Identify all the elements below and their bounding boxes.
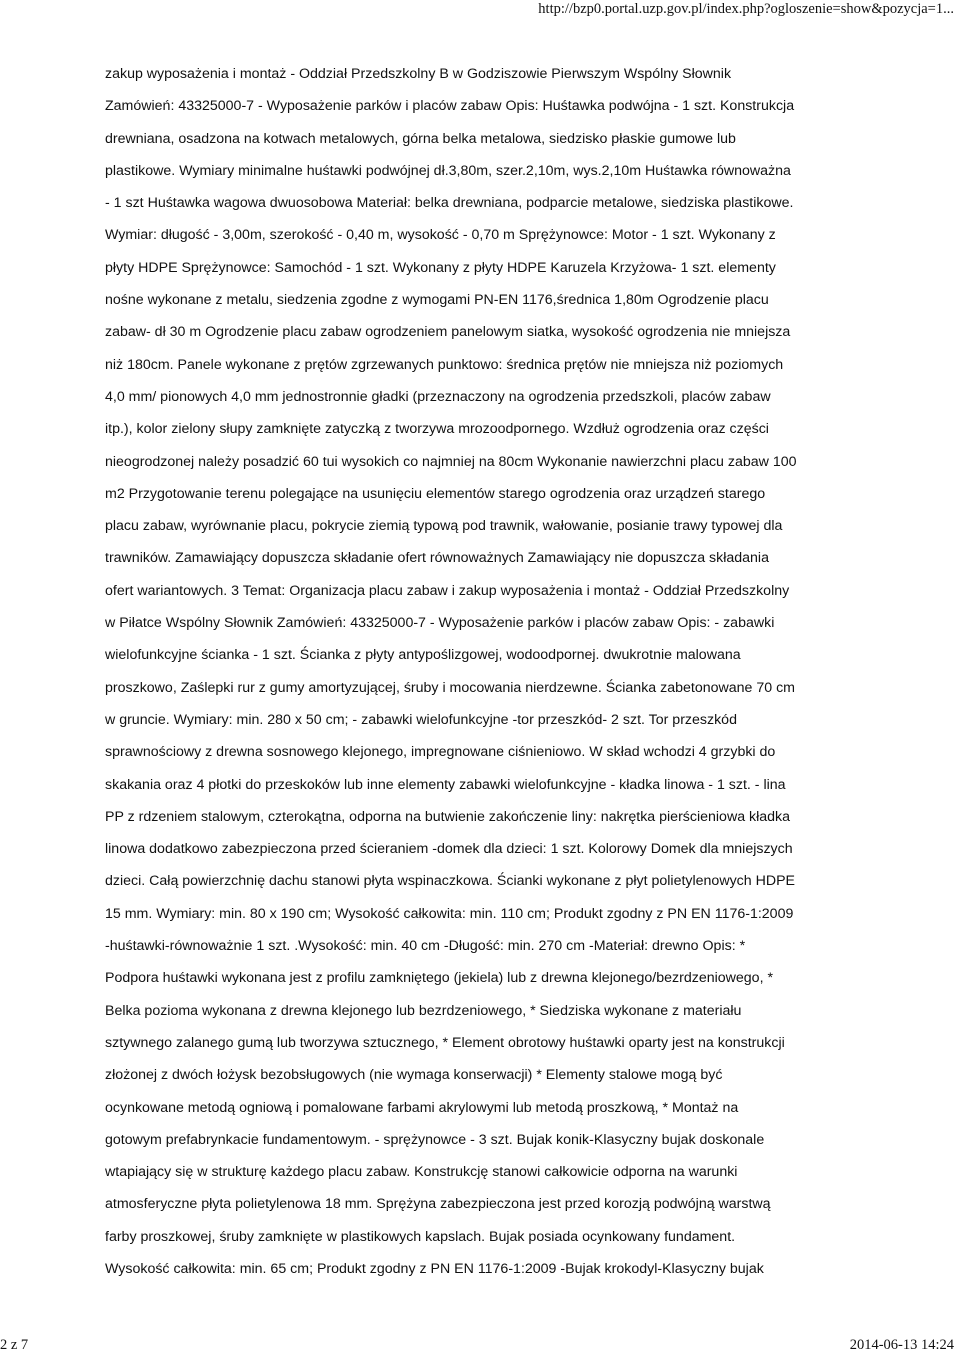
- body-line: ofert wariantowych. 3 Temat: Organizacja placu zabaw i zakup wyposażenia i montaż - Oddział Przedszkolny: [105, 582, 790, 599]
- body-line: Podpora huśtawki wykonana jest z profilu zamkniętego (jekiela) lub z drewna klejonego/bezrdzeniowego, *: [105, 970, 773, 987]
- body-line: PP z rdzeniem stalowym, czterokątna, odporna na butwienie zakończenie liny: nakrętka pierścieniowa kładka: [105, 808, 791, 825]
- body-line: sztywnego zalanego gumą lub tworzywa sztucznego, * Element obrotowy huśtawki oparty jest na konstrukcji: [105, 1034, 785, 1051]
- body-line: linowa dodatkowo zabezpieczona przed ścieraniem -domek dla dzieci: 1 szt. Kolorowy Domek dla mniejszych: [105, 841, 793, 858]
- body-line: płyty HDPE Sprężynowce: Samochód - 1 szt. Wykonany z płyty HDPE Karuzela Krzyżowa- 1 szt. elementy: [105, 259, 776, 276]
- body-line: itp.), kolor zielony słupy zamknięte zatyczką z tworzywa mrozoodpornego. Wzdłuż ogrodzenia oraz części: [105, 421, 769, 438]
- page-url-header: http://bzp0.portal.uzp.gov.pl/index.php?ogloszenie=show&pozycja=1...: [538, 1, 954, 17]
- body-line: plastikowe. Wymiary minimalne huśtawki podwójnej dł.3,80m, szer.2,10m, wys.2,10m Huśtawka równoważna: [105, 162, 791, 179]
- body-line: - 1 szt Huśtawka wagowa dwuosobowa Materiał: belka drewniana, podparcie metalowe, siedziska plastikowe.: [105, 195, 794, 212]
- body-line: -huśtawki-równoważnie 1 szt. .Wysokość: min. 40 cm -Długość: min. 270 cm -Materiał: drewno Opis: *: [105, 938, 746, 955]
- page-number: 2 z 7: [0, 1337, 29, 1353]
- body-line: wielofunkcyjne ścianka - 1 szt. Ścianka z płyty antypoślizgowej, wodoodpornej. dwukrotnie malowana: [105, 647, 741, 664]
- body-line: drewniana, osadzona na kotwach metalowych, górna belka metalowa, siedzisko płaskie gumowe lub: [105, 130, 736, 147]
- body-line: Wysokość całkowita: min. 65 cm; Produkt zgodny z PN EN 1176-1:2009 -Bujak krokodyl-Klasyczny bujak: [105, 1260, 764, 1277]
- body-line: 15 mm. Wymiary: min. 80 x 190 cm; Wysokość całkowita: min. 110 cm; Produkt zgodny z PN EN 1176-1:2009: [105, 905, 794, 922]
- print-datetime: 2014-06-13 14:24: [849, 1337, 954, 1353]
- body-line: skakania oraz 4 płotki do przeskoków lub inne elementy zabawki wielofunkcyjne - kładka linowa - 1 szt. - lina: [105, 776, 786, 793]
- body-line: farby proszkowej, śruby zamknięte w plastikowych kapslach. Bujak posiada ocynkowany fundament.: [105, 1228, 736, 1245]
- page-footer: [0, 1336, 960, 1354]
- body-line: m2 Przygotowanie terenu polegające na usunięciu elementów starego ogrodzenia oraz urządzeń starego: [105, 485, 766, 502]
- body-line: zakup wyposażenia i montaż - Oddział Przedszkolny B w Godziszowie Pierwszym Wspólny Słownik: [105, 66, 732, 82]
- body-line: Wymiar: długość - 3,00m, szerokość - 0,40 m, wysokość - 0,70 m Sprężynowce: Motor - 1 szt. Wykonany z: [105, 227, 776, 244]
- body-line: Zamówień: 43325000-7 - Wyposażenie parków i placów zabaw Opis: Huśtawka podwójna - 1 szt. Konstrukcja: [105, 98, 795, 115]
- body-line: złożonej z dwóch łożysk bezobsługowych (nie wymaga konserwacji) * Elementy stalowe mogą być: [105, 1067, 723, 1084]
- body-line: trawników. Zamawiający dopuszcza składanie ofert równoważnych Zamawiający nie dopuszcza składania: [105, 550, 769, 567]
- body-line: sprawnościowy z drewna sosnowego klejonego, impregnowane ciśnieniowo. W skład wchodzi 4 grzybki do: [105, 744, 776, 761]
- body-line: zabaw- dł 30 m Ogrodzenie placu zabaw ogrodzeniem panelowym siatka, wysokość ogrodzenia nie mniejsza: [105, 324, 791, 341]
- body-line: gotowym prefabrynkacie fundamentowym. - sprężynowce - 3 szt. Bujak konik-Klasyczny bujak doskonale: [105, 1131, 765, 1148]
- body-line: atmosferyczne płyta polietylenowa 18 mm. Sprężyna zabezpieczona jest przed korozją podwójną warstwą: [105, 1196, 771, 1213]
- body-line: niż 180cm. Panele wykonane z prętów zgrzewanych punktowo: średnica prętów nie mniejsza niż poziomych: [105, 356, 784, 373]
- body-line: w Piłatce Wspólny Słownik Zamówień: 43325000-7 - Wyposażenie parków i placów zabaw Opis: - zabawki: [105, 615, 775, 632]
- body-line: nośne wykonane z metalu, siedzenia zgodne z wymogami PN-EN 1176,średnica 1,80m Ogrodzenie placu: [105, 292, 769, 309]
- body-line: placu zabaw, wyrównanie placu, pokrycie ziemią typową pod trawnik, wałowanie, posianie trawy typowej dla: [105, 518, 783, 535]
- body-line: proszkowo, Zaślepki rur z gumy amortyzującej, śruby i mocowania nierdzewne. Ścianka zabetonowane 70 cm: [105, 679, 795, 696]
- body-line: nieogrodzonej należy posadzić 60 tui wysokich co najmniej na 80cm Wykonanie nawierzchni placu zabaw 100: [105, 453, 797, 470]
- body-line: Belka pozioma wykonana z drewna klejonego lub bezrdzeniowego, * Siedziska wykonane z materiału: [105, 1002, 742, 1019]
- body-line: 4,0 mm/ pionowych 4,0 mm jednostronnie gładki (przeznaczony na ogrodzenia przedszkoli, placów zabaw: [105, 388, 771, 405]
- body-line: w gruncie. Wymiary: min. 280 x 50 cm; - zabawki wielofunkcyjne -tor przeszkód- 2 szt. Tor przeszkód: [105, 711, 737, 728]
- body-line: dzieci. Całą powierzchnię dachu stanowi płyta wspinaczkowa. Ścianki wykonane z płyt polietylenowych HDPE: [105, 873, 796, 890]
- document-body: [105, 58, 895, 1285]
- body-line: wtapiający się w strukturę każdego placu zabaw. Konstrukcję stanowi całkowicie odporna na warunki: [105, 1164, 738, 1181]
- body-line: ocynkowane metodą ogniową i pomalowane farbami akrylowymi lub metodą proszkową, * Montaż na: [105, 1099, 739, 1116]
